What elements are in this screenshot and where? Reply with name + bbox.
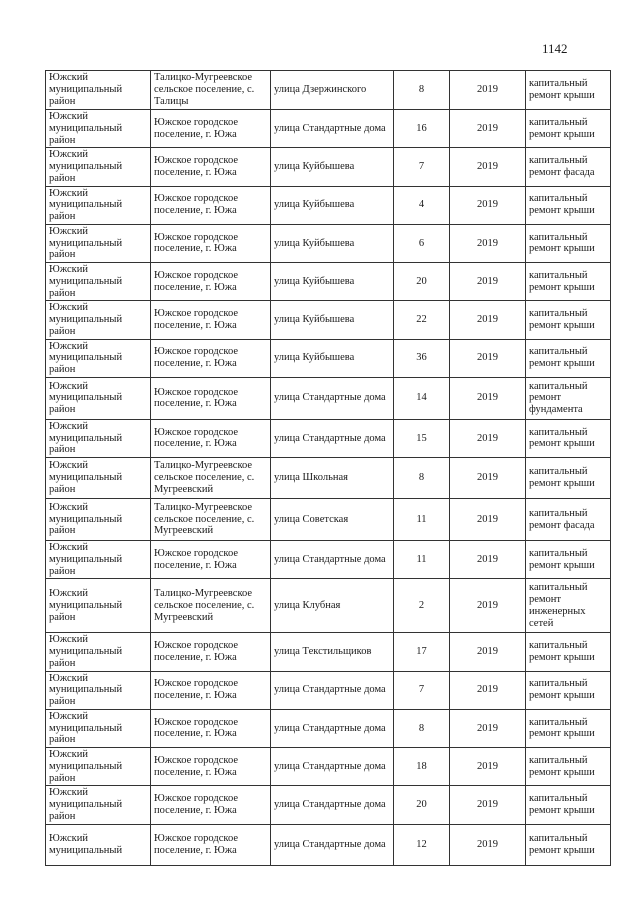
district-cell: Южский муниципальный район — [46, 748, 151, 786]
house-number-cell: 8 — [394, 458, 450, 499]
work-type-cell: капитальный ремонт крыши — [526, 786, 611, 824]
year-cell: 2019 — [450, 786, 526, 824]
year-cell: 2019 — [450, 419, 526, 457]
table-row — [46, 71, 611, 110]
year-cell: 2019 — [450, 71, 526, 110]
street-cell: улица Куйбышева — [271, 186, 394, 224]
street-cell: улица Стандартные дома — [271, 671, 394, 709]
year-cell: 2019 — [450, 148, 526, 186]
repair-registry-table — [45, 70, 611, 866]
district-cell: Южский муниципальный район — [46, 224, 151, 262]
work-type-cell: капитальный ремонт крыши — [526, 110, 611, 148]
house-number-cell: 7 — [394, 148, 450, 186]
settlement-cell: Южское городское поселение, г. Южа — [151, 709, 271, 747]
house-number-cell: 8 — [394, 71, 450, 110]
district-cell: Южский муниципальный район — [46, 419, 151, 457]
settlement-cell: Южское городское поселение, г. Южа — [151, 786, 271, 824]
settlement-cell: Южское городское поселение, г. Южа — [151, 224, 271, 262]
table-row — [46, 709, 611, 747]
work-type-cell: капитальный ремонт крыши — [526, 709, 611, 747]
house-number-cell: 2 — [394, 579, 450, 633]
year-cell: 2019 — [450, 824, 526, 865]
house-number-cell: 7 — [394, 671, 450, 709]
district-cell: Южский муниципальный район — [46, 110, 151, 148]
year-cell: 2019 — [450, 186, 526, 224]
settlement-cell: Талицко-Мугреевское сельское поселение, с. Талицы — [151, 71, 271, 110]
district-cell: Южский муниципальный район — [46, 541, 151, 579]
district-cell: Южский муниципальный район — [46, 186, 151, 224]
district-cell: Южский муниципальный район — [46, 579, 151, 633]
work-type-cell: капитальный ремонт крыши — [526, 339, 611, 377]
house-number-cell: 6 — [394, 224, 450, 262]
table-row — [46, 671, 611, 709]
street-cell: улица Советская — [271, 499, 394, 541]
street-cell: улица Куйбышева — [271, 224, 394, 262]
settlement-cell: Южское городское поселение, г. Южа — [151, 263, 271, 301]
settlement-cell: Южское городское поселение, г. Южа — [151, 148, 271, 186]
table-row — [46, 263, 611, 301]
district-cell: Южский муниципальный район — [46, 148, 151, 186]
house-number-cell: 16 — [394, 110, 450, 148]
district-cell: Южский муниципальный район — [46, 499, 151, 541]
work-type-cell: капитальный ремонт крыши — [526, 633, 611, 671]
district-cell: Южский муниципальный район — [46, 263, 151, 301]
work-type-cell: капитальный ремонт крыши — [526, 224, 611, 262]
work-type-cell: капитальный ремонт крыши — [526, 541, 611, 579]
work-type-cell: капитальный ремонт крыши — [526, 748, 611, 786]
house-number-cell: 17 — [394, 633, 450, 671]
year-cell: 2019 — [450, 748, 526, 786]
table-row — [46, 633, 611, 671]
district-cell: Южский муниципальный район — [46, 301, 151, 339]
street-cell: улица Дзержинского — [271, 71, 394, 110]
table-row — [46, 224, 611, 262]
work-type-cell: капитальный ремонт крыши — [526, 458, 611, 499]
year-cell: 2019 — [450, 301, 526, 339]
street-cell: улица Клубная — [271, 579, 394, 633]
work-type-cell: капитальный ремонт фундамента — [526, 377, 611, 419]
work-type-cell: капитальный ремонт крыши — [526, 71, 611, 110]
work-type-cell: капитальный ремонт крыши — [526, 263, 611, 301]
house-number-cell: 14 — [394, 377, 450, 419]
house-number-cell: 20 — [394, 263, 450, 301]
house-number-cell: 15 — [394, 419, 450, 457]
district-cell: Южский муниципальный район — [46, 377, 151, 419]
work-type-cell: капитальный ремонт крыши — [526, 824, 611, 865]
settlement-cell: Талицко-Мугреевское сельское поселение, с. Мугреевский — [151, 579, 271, 633]
year-cell: 2019 — [450, 339, 526, 377]
house-number-cell: 22 — [394, 301, 450, 339]
street-cell: улица Стандартные дома — [271, 377, 394, 419]
house-number-cell: 11 — [394, 499, 450, 541]
house-number-cell: 20 — [394, 786, 450, 824]
table-row — [46, 377, 611, 419]
year-cell: 2019 — [450, 541, 526, 579]
settlement-cell: Южское городское поселение, г. Южа — [151, 186, 271, 224]
street-cell: улица Стандартные дома — [271, 419, 394, 457]
house-number-cell: 11 — [394, 541, 450, 579]
work-type-cell: капитальный ремонт фасада — [526, 148, 611, 186]
house-number-cell: 12 — [394, 824, 450, 865]
table-row — [46, 186, 611, 224]
year-cell: 2019 — [450, 224, 526, 262]
work-type-cell: капитальный ремонт крыши — [526, 671, 611, 709]
work-type-cell: капитальный ремонт крыши — [526, 419, 611, 457]
table-row — [46, 110, 611, 148]
table-body — [46, 71, 611, 866]
work-type-cell: капитальный ремонт крыши — [526, 301, 611, 339]
table-row — [46, 419, 611, 457]
table-row — [46, 786, 611, 824]
district-cell: Южский муниципальный район — [46, 339, 151, 377]
work-type-cell: капитальный ремонт фасада — [526, 499, 611, 541]
year-cell: 2019 — [450, 671, 526, 709]
work-type-cell: капитальный ремонт инженерных сетей — [526, 579, 611, 633]
table-row — [46, 824, 611, 865]
year-cell: 2019 — [450, 110, 526, 148]
work-type-cell: капитальный ремонт крыши — [526, 186, 611, 224]
year-cell: 2019 — [450, 263, 526, 301]
house-number-cell: 36 — [394, 339, 450, 377]
page-number: 1142 — [542, 41, 568, 56]
settlement-cell: Южское городское поселение, г. Южа — [151, 419, 271, 457]
table-row — [46, 579, 611, 633]
house-number-cell: 18 — [394, 748, 450, 786]
settlement-cell: Южское городское поселение, г. Южа — [151, 301, 271, 339]
settlement-cell: Южское городское поселение, г. Южа — [151, 541, 271, 579]
settlement-cell: Южское городское поселение, г. Южа — [151, 748, 271, 786]
table-row — [46, 458, 611, 499]
settlement-cell: Южское городское поселение, г. Южа — [151, 671, 271, 709]
street-cell: улица Стандартные дома — [271, 786, 394, 824]
district-cell: Южский муниципальный район — [46, 786, 151, 824]
street-cell: улица Стандартные дома — [271, 541, 394, 579]
street-cell: улица Куйбышева — [271, 301, 394, 339]
district-cell: Южский муниципальный район — [46, 458, 151, 499]
street-cell: улица Школьная — [271, 458, 394, 499]
table-row — [46, 339, 611, 377]
house-number-cell: 8 — [394, 709, 450, 747]
settlement-cell: Талицко-Мугреевское сельское поселение, с. Мугреевский — [151, 499, 271, 541]
year-cell: 2019 — [450, 458, 526, 499]
year-cell: 2019 — [450, 499, 526, 541]
street-cell: улица Стандартные дома — [271, 110, 394, 148]
district-cell: Южский муниципальный — [46, 824, 151, 865]
settlement-cell: Южское городское поселение, г. Южа — [151, 110, 271, 148]
district-cell: Южский муниципальный район — [46, 709, 151, 747]
street-cell: улица Текстильщиков — [271, 633, 394, 671]
street-cell: улица Стандартные дома — [271, 824, 394, 865]
settlement-cell: Южское городское поселение, г. Южа — [151, 633, 271, 671]
table-row — [46, 748, 611, 786]
year-cell: 2019 — [450, 709, 526, 747]
settlement-cell: Южское городское поселение, г. Южа — [151, 824, 271, 865]
settlement-cell: Южское городское поселение, г. Южа — [151, 339, 271, 377]
table-row — [46, 148, 611, 186]
table-row — [46, 541, 611, 579]
settlement-cell: Южское городское поселение, г. Южа — [151, 377, 271, 419]
settlement-cell: Талицко-Мугреевское сельское поселение, с. Мугреевский — [151, 458, 271, 499]
street-cell: улица Стандартные дома — [271, 748, 394, 786]
year-cell: 2019 — [450, 633, 526, 671]
year-cell: 2019 — [450, 579, 526, 633]
year-cell: 2019 — [450, 377, 526, 419]
street-cell: улица Куйбышева — [271, 148, 394, 186]
district-cell: Южский муниципальный район — [46, 671, 151, 709]
district-cell: Южский муниципальный район — [46, 633, 151, 671]
table-row — [46, 499, 611, 541]
street-cell: улица Стандартные дома — [271, 709, 394, 747]
district-cell: Южский муниципальный район — [46, 71, 151, 110]
table-row — [46, 301, 611, 339]
street-cell: улица Куйбышева — [271, 339, 394, 377]
house-number-cell: 4 — [394, 186, 450, 224]
street-cell: улица Куйбышева — [271, 263, 394, 301]
